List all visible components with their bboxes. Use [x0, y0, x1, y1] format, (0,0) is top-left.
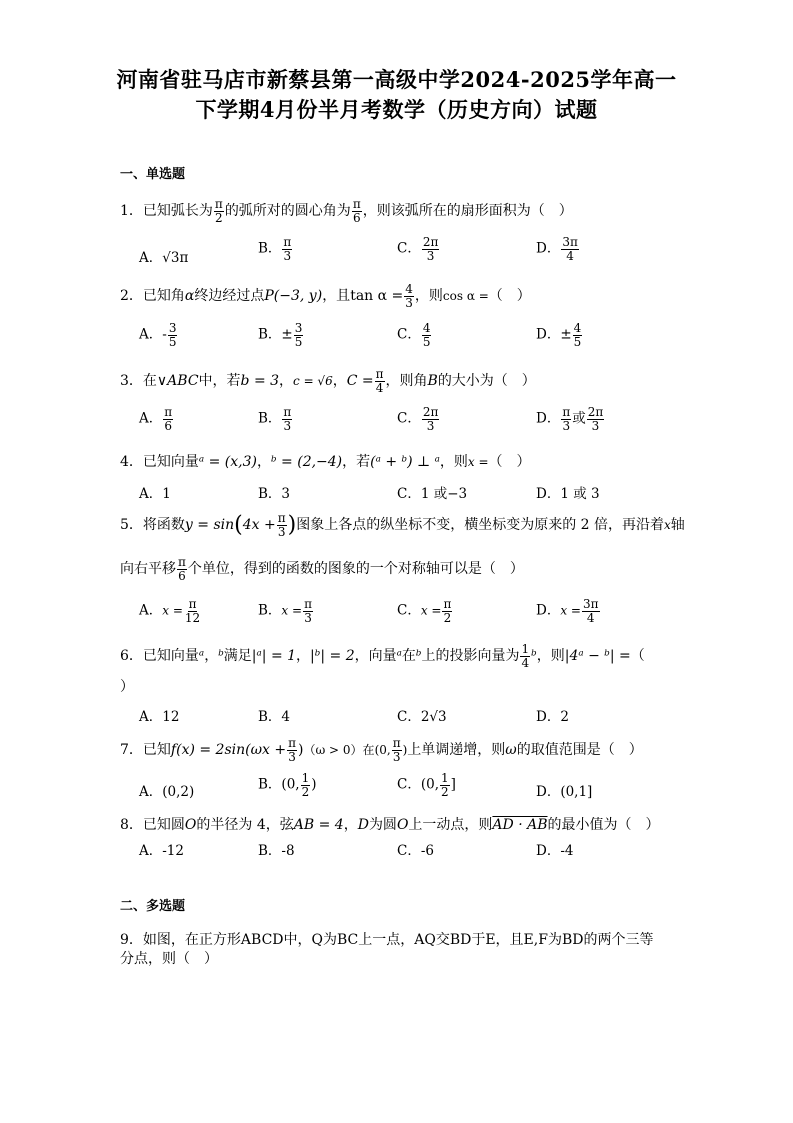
q2-option-c-label: C．	[397, 326, 421, 343]
q5-c-num: π	[443, 597, 452, 611]
q3-b-num: π	[283, 405, 292, 419]
q2-tan: tan α =	[350, 288, 404, 305]
q3-option-c-label: C．	[397, 410, 421, 427]
q3-option-b[interactable]	[258, 406, 293, 432]
q2-d-den: 5	[573, 334, 582, 349]
q8-d: D	[357, 817, 369, 833]
q1-option-b-label: B．	[258, 240, 282, 257]
q3-stem-c: ，	[279, 373, 294, 390]
q5-option-b[interactable]	[258, 598, 314, 624]
q2-c-den: 5	[422, 334, 431, 349]
q5-b-eq: x =	[281, 603, 303, 618]
q4-x: x =	[467, 455, 489, 469]
q3-stem-e: ，则角	[385, 373, 428, 390]
q5-fraction	[277, 512, 287, 538]
q4-option-b[interactable]: B．3	[258, 486, 291, 502]
q5-x: x	[664, 518, 671, 533]
q6-f-den: 4	[521, 655, 530, 670]
q6-stem-c: 满足	[223, 648, 252, 665]
q6-b2: ᵇ	[415, 648, 422, 665]
q5-a-eq: x =	[162, 603, 183, 618]
q7-stem-b: 上单调递增，则	[407, 742, 506, 759]
q7-option-b[interactable]	[258, 772, 317, 798]
q2-stem-a: 2．已知角	[120, 288, 185, 305]
q7-option-d[interactable]: D．(0,1]	[536, 784, 593, 800]
q4-stem-b: ，	[257, 454, 271, 470]
q2-option-a-frac	[168, 322, 178, 348]
q5-option-b-frac	[303, 598, 313, 624]
q3-option-a-frac	[163, 406, 173, 432]
q1-f2-num: π	[352, 197, 361, 211]
q1-stem-b: 的弧所对的圆心角为	[224, 203, 351, 220]
q3-f-num: π	[375, 367, 384, 381]
q6-option-c[interactable]: C．2√3	[397, 709, 447, 725]
q5-f2-den: 6	[178, 568, 186, 583]
q8-stem-e: 上一动点，则	[408, 817, 493, 833]
q3-stem-a: 3．在∨	[120, 373, 168, 390]
q7-option-b-frac	[301, 772, 311, 798]
q1-option-d[interactable]	[536, 236, 580, 262]
q6-b3: ᵇ	[531, 648, 537, 665]
q7-f-num: π	[288, 736, 296, 750]
q4-stem-d: ，则	[439, 454, 468, 470]
q2-f-num: 4	[405, 282, 413, 296]
q6-stem-f: 在	[401, 648, 416, 665]
q1-option-c-frac	[422, 236, 440, 262]
q4-stem-e: （ ）	[488, 454, 531, 470]
q7-stem-a: 7．已知	[120, 742, 171, 759]
question-5	[120, 512, 685, 538]
q3-abc: ABC	[167, 373, 199, 390]
q2-b-den: 5	[294, 334, 303, 349]
q6-a2: ᵃ	[396, 648, 402, 665]
q2-stem-b: 终边经过点	[194, 288, 265, 305]
question-1	[120, 198, 573, 224]
q2-cos: cos α =	[442, 289, 489, 304]
q1-option-d-frac	[561, 236, 579, 262]
q1-option-a[interactable]	[139, 246, 188, 266]
q2-option-d-frac	[573, 322, 583, 348]
q4-vector-b: ᵇ = (2,−4)	[271, 454, 343, 470]
q1-stem-a: 1．已知弧长为	[120, 203, 213, 220]
q8-stem-a: 8．已知圆	[120, 817, 185, 833]
q1-option-b-frac	[282, 236, 292, 262]
q6-option-a[interactable]: A．12	[139, 709, 180, 725]
q2-option-b-label: B．±	[258, 326, 293, 343]
q1-c-num: 2π	[422, 235, 439, 249]
q3-stem-d: ，	[332, 373, 347, 390]
q7-option-a[interactable]: A．(0,2)	[139, 784, 195, 800]
q8-o2: O	[396, 817, 409, 833]
q6-abs-a: |ᵃ| = 1	[251, 648, 297, 665]
q5-option-c-frac	[442, 598, 452, 624]
q4-option-a[interactable]: A．1	[139, 486, 171, 502]
q6-f-num: 1	[521, 642, 530, 656]
q6-b: ᵇ	[218, 648, 224, 665]
q8-stem-d: 为圆	[368, 817, 397, 833]
q1-option-c[interactable]	[397, 236, 440, 262]
q5-option-a-label: A．	[139, 602, 163, 619]
q2-a-den: 5	[168, 334, 177, 349]
q3-option-d-frac-2	[587, 406, 605, 432]
q8-stem-c: ，	[343, 817, 358, 833]
q8-o: O	[184, 817, 197, 833]
question-4	[120, 451, 531, 471]
q7-cond: （ω > 0）在	[303, 743, 375, 758]
q3-b: b = 3	[240, 373, 280, 390]
q2-option-b[interactable]	[258, 322, 304, 348]
question-3	[120, 368, 536, 394]
q6-stem-i: （	[630, 648, 645, 665]
q5-paren-open: (	[234, 512, 243, 538]
q7-c-b: ]	[450, 776, 456, 793]
q3-d-den2: 3	[591, 418, 600, 433]
q3-b-den: 3	[283, 418, 292, 433]
q5-option-a-frac	[184, 598, 201, 624]
q8-stem-f: 的最小值为（ ）	[547, 817, 660, 833]
q2-option-d-label: D．±	[536, 326, 572, 343]
q5-d-den: 4	[586, 610, 595, 625]
q1-c-den: 3	[426, 248, 435, 263]
question-7	[120, 737, 643, 763]
q1-b-den: 3	[283, 248, 292, 263]
q7-b-b: )	[311, 776, 317, 793]
q7-fraction	[287, 737, 297, 763]
q3-option-c-frac	[422, 406, 440, 432]
section-multiple-choice: 二、多选题	[120, 899, 186, 914]
q5-fraction-2	[177, 556, 187, 582]
q5-option-a[interactable]	[139, 598, 202, 624]
q8-option-b[interactable]: B．-8	[258, 843, 295, 859]
q3-option-d[interactable]	[536, 406, 605, 432]
q7-omega: ω	[505, 742, 517, 759]
q4-option-d[interactable]: D．1 或 3	[536, 486, 600, 502]
q5-stem-a: 5．将函数	[120, 517, 185, 534]
q1-b-num: π	[283, 235, 292, 249]
q6-abs-b: |ᵇ| = 2	[310, 648, 355, 665]
q4-vector-a: ᵃ = (x,3)	[198, 454, 257, 470]
q1-d-num: 3π	[562, 235, 578, 249]
q5-b-num: π	[304, 597, 312, 611]
q4-stem-c: ，若	[342, 454, 371, 470]
q5-c-den: 2	[443, 610, 452, 625]
q1-option-d-label: D．	[536, 240, 561, 257]
q5-d-num: 3π	[582, 597, 599, 611]
q1-option-a-text: A．√3π	[139, 250, 189, 266]
q3-c-den: 3	[426, 418, 435, 433]
question-6	[120, 643, 645, 669]
q3-d-num2: 2π	[587, 405, 604, 419]
q1-f2-den: 6	[352, 210, 361, 225]
q6-stem-a: 6．已知向量	[120, 648, 199, 665]
doc-title-line2: 下学期4月份半月考数学（历史方向）试题	[195, 97, 598, 122]
q1-f1-den: 2	[215, 210, 223, 225]
q3-angle-b: B	[427, 373, 438, 390]
q3-angle-c: C =	[346, 373, 374, 390]
q1-d-den: 4	[566, 248, 574, 263]
q7-b-a: (0,	[281, 776, 300, 793]
q2-option-c-frac	[422, 322, 432, 348]
q2-point: P(−3, y)	[264, 288, 323, 305]
q4-condition: (ᵃ + ᵇ) ⊥ ᵃ	[370, 454, 440, 470]
q5-option-d-frac	[582, 598, 600, 624]
q3-c-num: 2π	[422, 405, 439, 419]
q6-option-d[interactable]: D．2	[536, 709, 569, 725]
q3-d-num1: π	[562, 405, 571, 419]
q8-option-a[interactable]: A．-12	[139, 843, 184, 859]
q5-c-eq: x =	[420, 603, 442, 618]
q2-option-c[interactable]	[397, 322, 432, 348]
q5-b-den: 3	[304, 610, 312, 625]
q6-stem-b: ，	[204, 648, 219, 665]
q6-expr: |4ᵃ − ᵇ| =	[564, 648, 631, 665]
q5-stem-c: 轴	[670, 517, 685, 534]
q3-f-den: 4	[375, 380, 384, 395]
q8-stem-b: 的半径为 4，弦	[196, 817, 294, 833]
q6-a: ᵃ	[198, 648, 205, 665]
q7-func: f(x) = 2sin(ωx +	[170, 742, 287, 759]
q5-option-c-label: C．	[397, 602, 421, 619]
q7-int-a: (0,	[374, 743, 391, 758]
q3-option-b-frac	[282, 406, 292, 432]
question-5-line2	[120, 556, 524, 582]
q5-option-c[interactable]	[397, 598, 453, 624]
q5-func-a: y = sin	[184, 517, 235, 534]
q7-interval-frac	[392, 737, 402, 763]
q2-a-num: 3	[168, 321, 177, 335]
q7-func-end: )	[297, 742, 304, 759]
q7-f-den: 3	[288, 749, 296, 764]
q3-option-b-label: B．	[258, 410, 282, 427]
q3-option-a[interactable]	[139, 406, 174, 432]
q2-stem-d: ，则	[414, 288, 443, 305]
q7-option-c-label: C．	[397, 776, 421, 793]
q1-fraction-2	[352, 198, 362, 224]
q8-ab: AB = 4	[293, 817, 344, 833]
q6-option-b[interactable]: B．4	[258, 709, 291, 725]
q5-f2-num: π	[178, 555, 186, 569]
question-9-line2: 分点，则（ ）	[120, 951, 218, 967]
q3-stem-b: 中，若	[198, 373, 241, 390]
q4-stem-a: 4．已知向量	[120, 454, 199, 470]
q7-c-num: 1	[441, 771, 449, 785]
q2-option-a-label: A．-	[139, 326, 167, 343]
q2-option-a[interactable]	[139, 322, 178, 348]
q1-option-b[interactable]	[258, 236, 293, 262]
q3-option-d-frac-1	[561, 406, 571, 432]
q2-alpha: α	[184, 288, 195, 305]
q2-d-num: 4	[573, 321, 582, 335]
q7-b-den: 2	[301, 784, 310, 799]
q5-option-b-label: B．	[258, 602, 282, 619]
q3-c: c = √6	[293, 374, 333, 389]
question-2	[120, 283, 531, 309]
q3-option-d-label: D．	[536, 410, 561, 427]
q3-fraction	[375, 368, 385, 394]
question-6-line2: ）	[120, 679, 134, 695]
q7-i-num: π	[392, 736, 401, 750]
q7-int-b: )	[402, 743, 408, 758]
question-8	[120, 814, 660, 834]
q6-stem-h: ，则	[536, 648, 565, 665]
q5-line2-a: 向右平移	[120, 561, 176, 578]
q2-stem-e: （ ）	[488, 288, 531, 305]
q8-option-d[interactable]: D．-4	[536, 843, 574, 859]
q5-a-den: 12	[184, 610, 201, 625]
q6-stem-e: ，向量	[354, 648, 397, 665]
q7-option-c-frac	[440, 772, 450, 798]
q6-stem-d: ，	[296, 648, 311, 665]
q5-f-den: 3	[277, 524, 286, 539]
q2-c-num: 4	[422, 321, 431, 335]
q2-stem-c: ，且	[322, 288, 351, 305]
q8-option-c[interactable]: C．-6	[397, 843, 434, 859]
q3-stem-f: 的大小为（ ）	[437, 373, 536, 390]
q3-option-c[interactable]	[397, 406, 440, 432]
q2-f-den: 3	[405, 295, 413, 310]
q2-b-num: 3	[294, 321, 303, 335]
q7-c-a: (0,	[420, 776, 439, 793]
q7-option-b-label: B．	[258, 776, 282, 793]
q7-i-den: 3	[392, 749, 401, 764]
q7-stem-c: 的取值范围是（ ）	[516, 742, 643, 759]
q1-option-c-label: C．	[397, 240, 421, 257]
q3-d-den1: 3	[562, 418, 571, 433]
q5-option-d-label: D．	[536, 602, 561, 619]
q4-option-c[interactable]: C．1 或−3	[397, 486, 468, 502]
q1-stem-c: ，则该弧所在的扇形面积为（ ）	[362, 203, 573, 220]
question-9: 9．如图，在正方形ABCD中，Q为BC上一点，AQ交BD于E，且E,F为BD的两个三等	[120, 932, 654, 948]
q5-a-num: π	[188, 597, 197, 611]
q5-stem-b: 图象上各点的纵坐标不变，横坐标变为原来的 2 倍，再沿着	[296, 517, 665, 534]
q5-func-b: 4x +	[242, 517, 276, 534]
q3-a-num: π	[164, 405, 173, 419]
q5-option-d[interactable]	[536, 598, 601, 624]
q5-d-eq: x =	[560, 603, 581, 618]
q7-b-num: 1	[301, 771, 310, 785]
q5-line2-b: 个单位，得到的函数的图象的一个对称轴可以是（ ）	[187, 561, 524, 578]
section-single-choice: 一、单选题	[120, 167, 186, 182]
q1-f1-num: π	[214, 197, 223, 211]
q1-fraction-1	[214, 198, 224, 224]
q7-c-den: 2	[441, 784, 449, 799]
q3-d-or: 或	[572, 410, 586, 427]
q3-a-den: 6	[164, 418, 173, 433]
q6-fraction	[520, 643, 530, 669]
doc-title-line1: 河南省驻马店市新蔡县第一高级中学2024-2025学年高一	[116, 67, 677, 92]
q6-stem-g: 上的投影向量为	[421, 648, 520, 665]
q5-paren-close: )	[287, 512, 297, 538]
q3-option-a-label: A．	[139, 410, 163, 427]
q2-option-d[interactable]	[536, 322, 583, 348]
q2-option-b-frac	[294, 322, 304, 348]
q7-option-c[interactable]	[397, 772, 456, 798]
q2-fraction	[404, 283, 414, 309]
q8-dot-product: AD · AB	[492, 817, 548, 833]
q5-f-num: π	[277, 511, 286, 525]
